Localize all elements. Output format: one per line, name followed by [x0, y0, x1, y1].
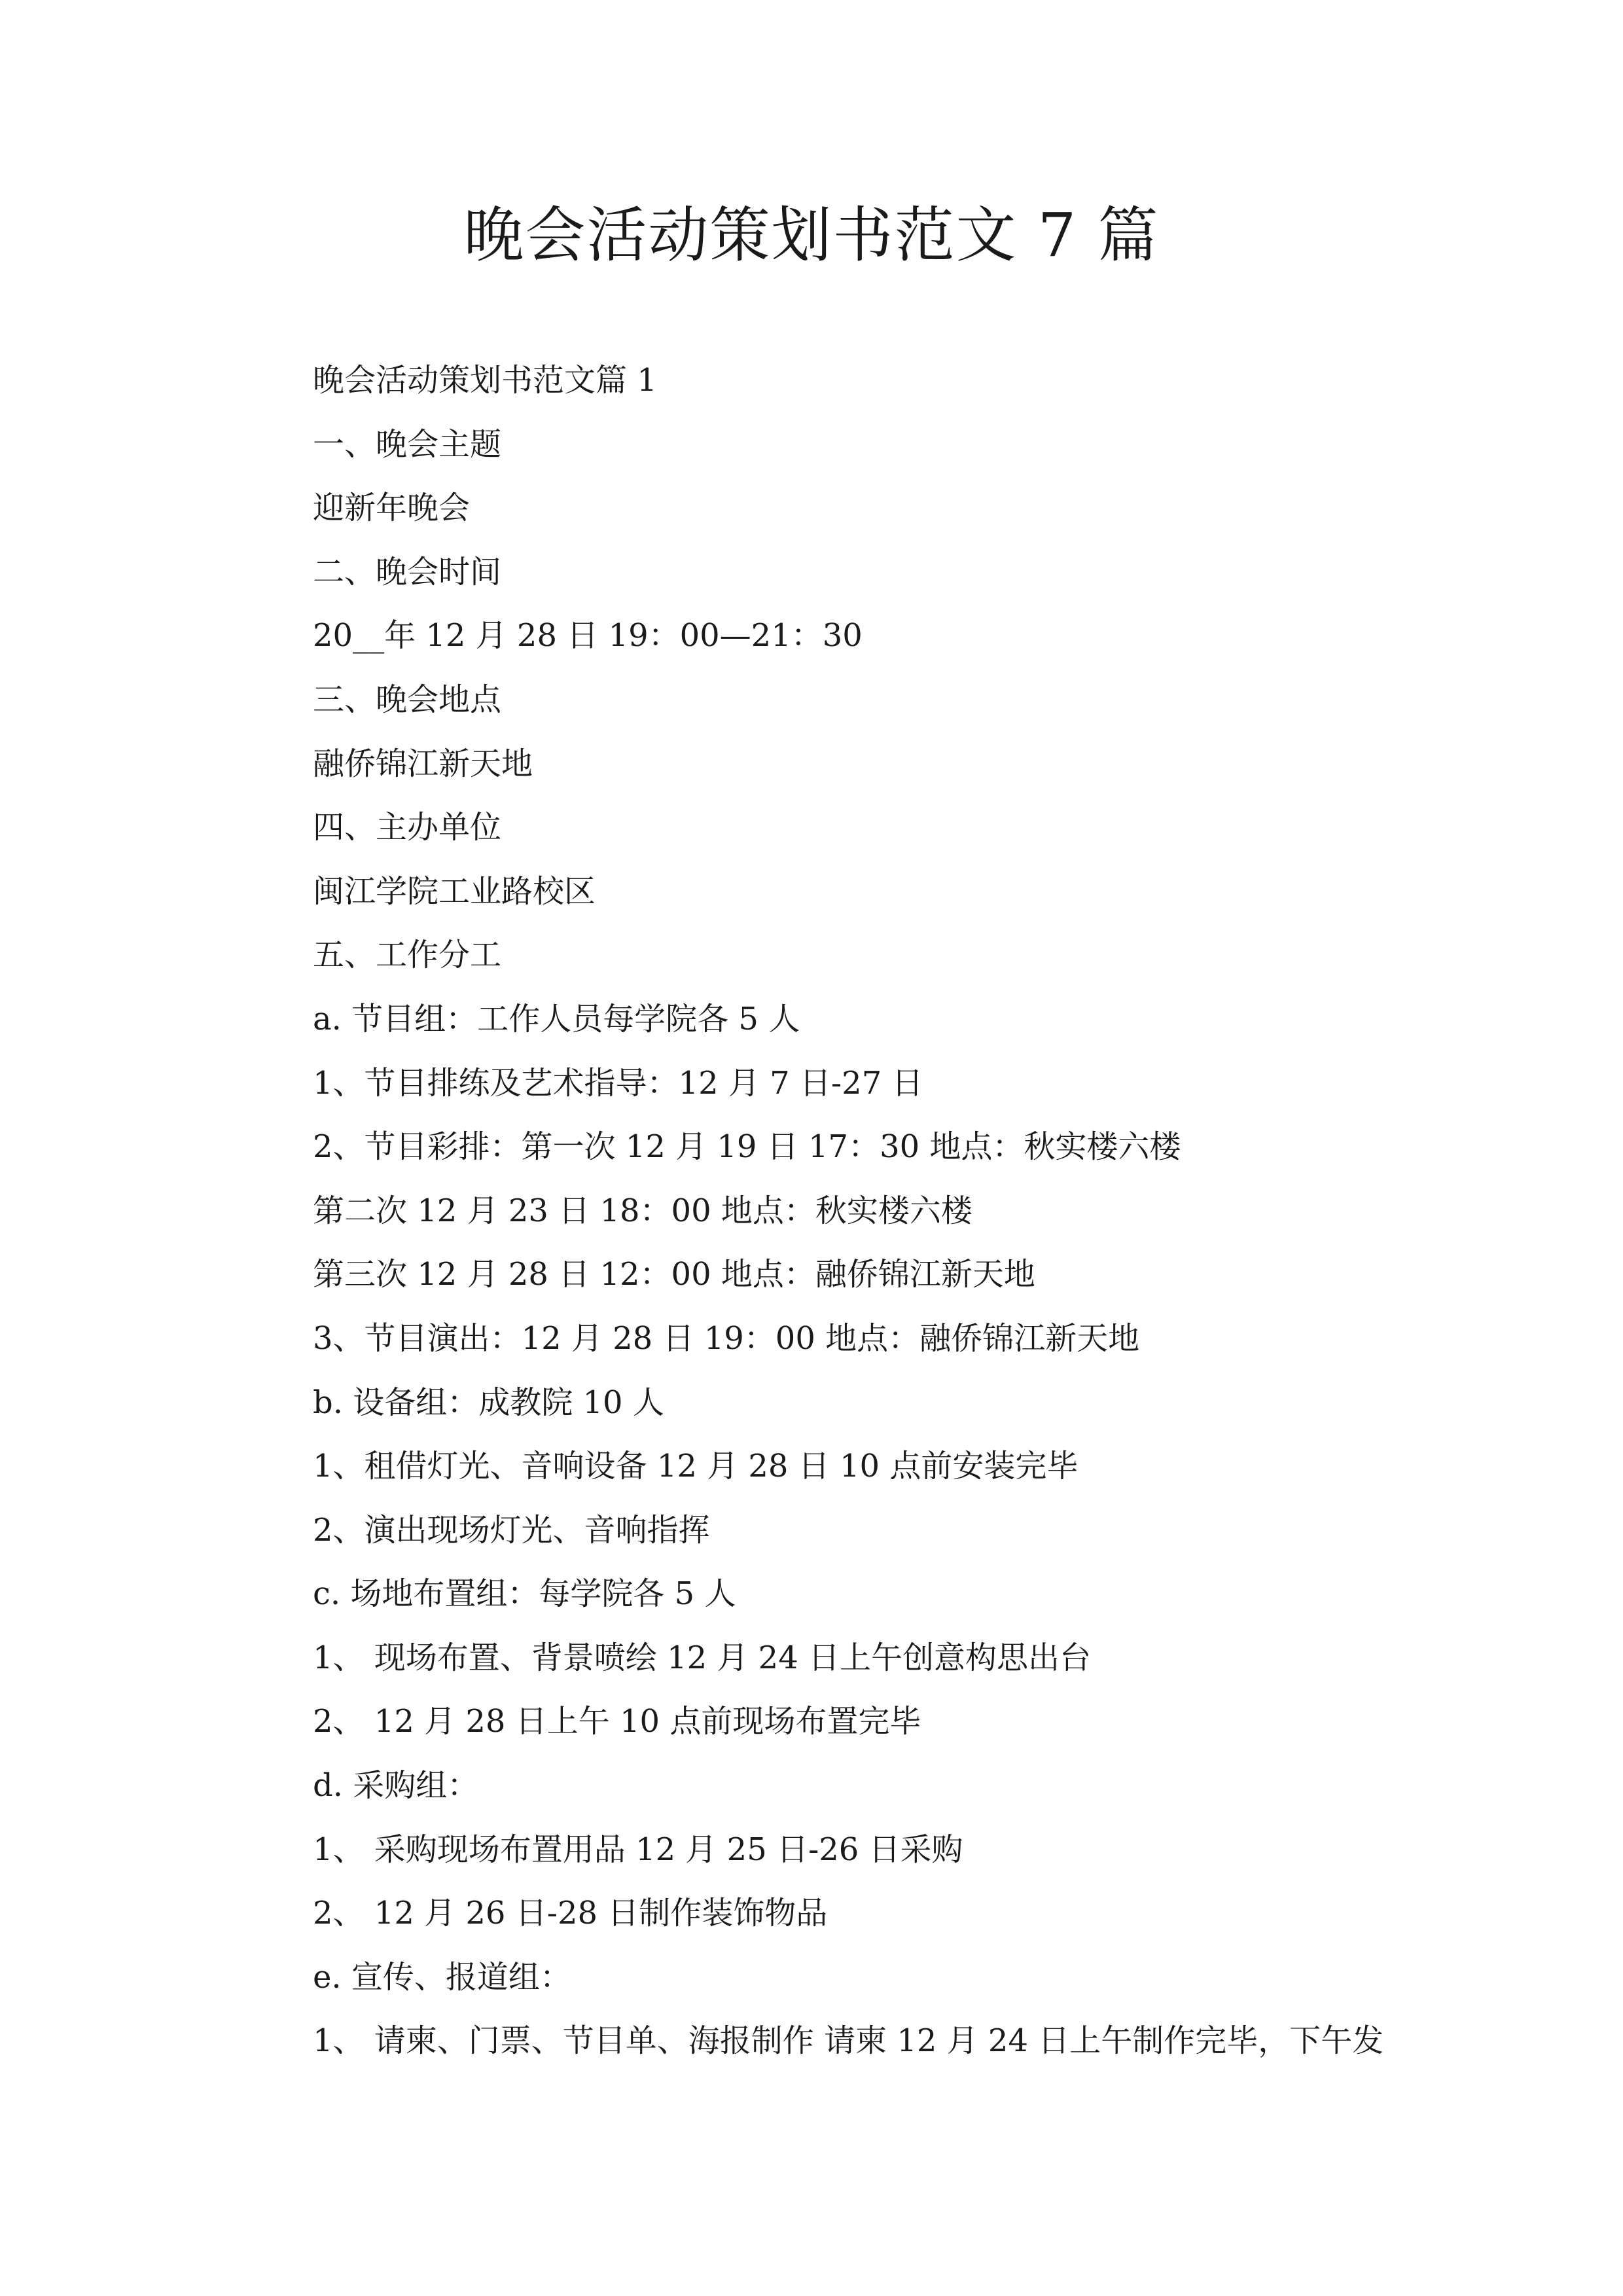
body-line: c. 场地布置组：每学院各 5 人 [313, 1575, 736, 1613]
body-line: 2、节目彩排：第一次 12 月 19 日 17：30 地点：秋实楼六楼 [313, 1128, 1181, 1166]
body-line: 1、 请柬、门票、节目单、海报制作 请柬 12 月 24 日上午制作完毕，下午发 [313, 2022, 1384, 2060]
body-line: 20__年 12 月 28 日 19：00—21：30 [313, 617, 863, 655]
body-line: d. 采购组： [313, 1767, 479, 1804]
body-line: 一、晚会主题 [313, 425, 502, 463]
body-line: 1、节目排练及艺术指导：12 月 7 日-27 日 [313, 1064, 923, 1102]
body-line: 1、租借灯光、音响设备 12 月 28 日 10 点前安装完毕 [313, 1448, 1079, 1485]
body-line: 四、主办单位 [313, 809, 502, 846]
body-line: 2、演出现场灯光、音响指挥 [313, 1511, 710, 1549]
body-line: 融侨锦江新天地 [313, 745, 533, 782]
body-line: 1、 现场布置、背景喷绘 12 月 24 日上午创意构思出台 [313, 1639, 1091, 1676]
body-line: 第三次 12 月 28 日 12：00 地点：融侨锦江新天地 [313, 1256, 1035, 1293]
body-line: 三、晚会地点 [313, 681, 502, 718]
body-line: 闽江学院工业路校区 [313, 872, 596, 910]
body-line: b. 设备组：成教院 10 人 [313, 1384, 664, 1421]
document-body [313, 351, 1465, 2075]
body-line: 3、节目演出：12 月 28 日 19：00 地点：融侨锦江新天地 [313, 1319, 1140, 1357]
body-line: a. 节目组：工作人员每学院各 5 人 [313, 1000, 800, 1037]
body-line: 迎新年晚会 [313, 490, 471, 527]
body-line: e. 宣传、报道组： [313, 1958, 571, 1996]
body-line: 五、工作分工 [313, 937, 502, 974]
body-line: 二、晚会时间 [313, 553, 502, 590]
body-line: 晚会活动策划书范文篇 1 [313, 362, 657, 399]
body-line: 2、 12 月 28 日上午 10 点前现场布置完毕 [313, 1703, 921, 1740]
body-line: 第二次 12 月 23 日 18：00 地点：秋实楼六楼 [313, 1192, 972, 1229]
body-line: 1、 采购现场布置用品 12 月 25 日-26 日采购 [313, 1831, 963, 1868]
body-line: 2、 12 月 26 日-28 日制作装饰物品 [313, 1895, 828, 1932]
document-title: 晚会活动策划书范文 7 篇 [463, 200, 1160, 270]
